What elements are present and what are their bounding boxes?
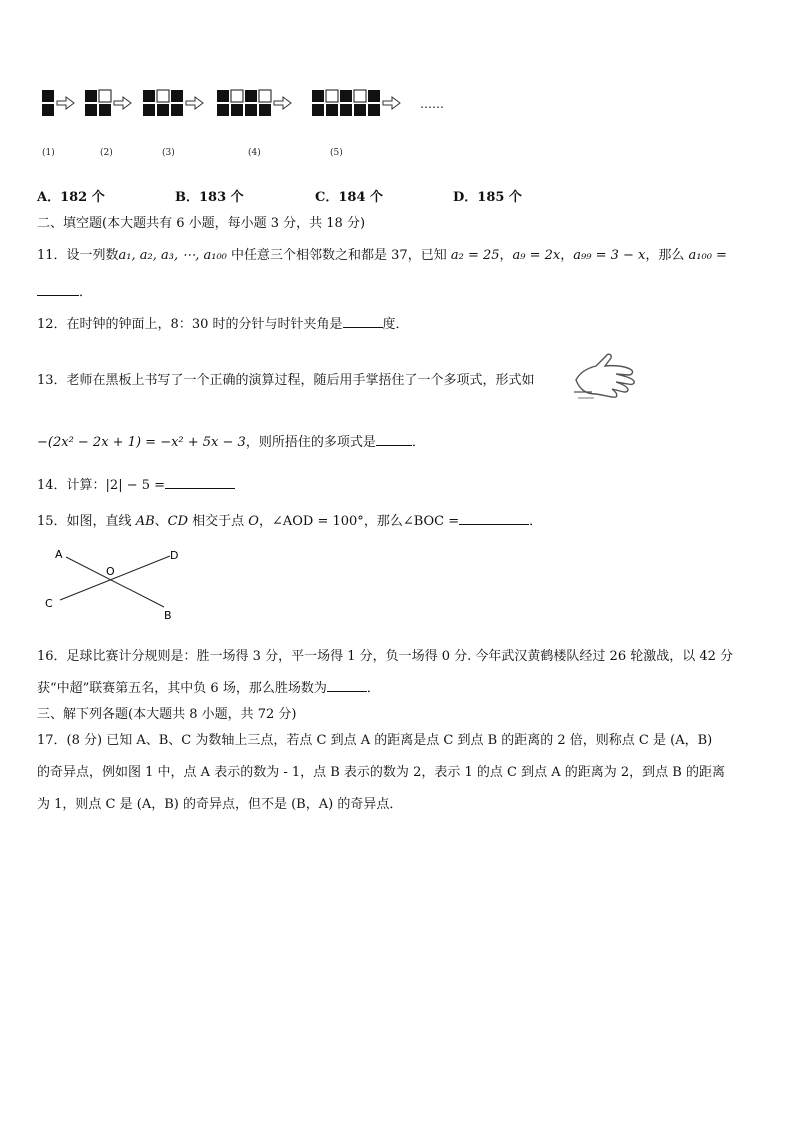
q14-expression: |2| − 5 =: [105, 478, 166, 493]
arrow-icon: [383, 97, 400, 109]
q16-line-2-wrap: [37, 677, 380, 696]
hand-icon: [572, 350, 638, 404]
q11-mid: 中任意三个相邻数之和都是 37，已知: [226, 248, 451, 263]
q12-blank[interactable]: [343, 314, 383, 328]
q15-end: ．: [529, 514, 543, 529]
label-a: A: [55, 548, 63, 561]
pattern-ellipsis: ……: [420, 97, 444, 111]
option-a: A．182 个: [37, 190, 105, 205]
q11-cond-3: a₉₉ = 3 − x: [573, 248, 646, 263]
option-c: C．184 个: [315, 190, 384, 205]
pattern-label-2: (2): [100, 148, 113, 158]
label-c: C: [45, 597, 53, 610]
q17-line-3: 为 1，则点 C 是 (A，B) 的奇异点，但不是 (B，A) 的奇异点．: [37, 797, 403, 812]
pattern-item-2: [85, 90, 111, 116]
q16-end: ．: [366, 681, 380, 696]
q16-line-2: 获“中超”联赛第五名，其中负 6 场，那么胜场数为: [37, 681, 327, 696]
label-b: B: [164, 609, 172, 622]
pattern-figure: [40, 88, 460, 124]
q15-prefix: 15．如图，直线: [37, 514, 136, 529]
q15-blank[interactable]: [459, 511, 529, 525]
q15-point-o: O: [248, 514, 259, 529]
pattern-item-3: [143, 90, 183, 116]
q13-line-1: 13．老师在黑板上书写了一个正确的演算过程，随后用手掌捂住了一个多项式，形式如: [37, 373, 535, 388]
section-3-title: 三、解下列各题(本大题共 8 小题，共 72 分): [37, 707, 297, 722]
option-b: B．183 个: [175, 190, 244, 205]
q11-tail: ，那么: [645, 248, 689, 263]
pattern-label-1: (1): [42, 148, 55, 158]
section-2-title: 二、填空题(本大题共有 6 小题，每小题 3 分，共 18 分): [37, 216, 366, 231]
q13-line-2: ，则所捂住的多项式是: [245, 435, 376, 450]
pattern-label-4: (4): [248, 148, 261, 158]
q11-cond-1: a₂ = 25: [450, 248, 500, 263]
arrow-icon: [186, 97, 203, 109]
question-14: [37, 474, 235, 493]
label-o: O: [106, 565, 115, 578]
q13-end: ．: [411, 435, 425, 450]
q14-blank[interactable]: [165, 475, 235, 489]
question-11: 11．设一列数a₁, a₂, a₃, ⋯, a₁₀₀ 中任意三个相邻数之和都是 37，已知 a₂ = 25，a₉ = 2x，a₉₉ = 3 − x，那么 a₁₀₀ =: [37, 248, 727, 263]
q11-target: a₁₀₀ =: [688, 248, 727, 263]
question-15: [37, 510, 542, 529]
q11-sequence: a₁, a₂, a₃, ⋯, a₁₀₀: [118, 248, 227, 263]
q14-text: 14．计算：: [37, 478, 106, 493]
q17-line-1: 17．(8 分) 已知 A、B、C 为数轴上三点，若点 C 到点 A 的距离是点 C 到点 B 的距离的 2 倍，则称点 C 是 (A，B): [37, 733, 713, 748]
q13-equation: −(2x² − 2x + 1) = −x² + 5x − 3: [37, 435, 246, 450]
arrow-icon: [274, 97, 291, 109]
question-12: [37, 313, 409, 332]
q15-line-cd: CD: [167, 514, 189, 529]
q16-blank[interactable]: [327, 678, 367, 692]
q15-ask: ，那么∠BOC =: [363, 514, 460, 529]
q11-answer-line: [37, 281, 92, 300]
q17-line-2: 的奇异点，例如图 1 中，点 A 表示的数为 - 1，点 B 表示的数为 2，表示 1 的点 C 到点 A 的距离为 2，到点 B 的距离: [37, 765, 725, 780]
q15-sep: 、: [154, 514, 168, 529]
q11-blank[interactable]: [37, 282, 79, 296]
label-d: D: [170, 549, 179, 562]
q12-text: 12．在时钟的钟面上，8：30 时的分针与时针夹角是: [37, 317, 343, 332]
pattern-item-5: [312, 90, 380, 116]
pattern-item-4: [217, 90, 271, 116]
pattern-label-3: (3): [162, 148, 175, 158]
q13-blank[interactable]: [376, 432, 412, 446]
q12-unit: 度．: [382, 317, 409, 332]
q11-cond-2: a₉ = 2x: [512, 248, 561, 263]
pattern-label-5: (5): [330, 148, 343, 158]
option-d: D．185 个: [453, 190, 522, 205]
q16-line-1: 16．足球比赛计分规则是：胜一场得 3 分，平一场得 1 分，负一场得 0 分. 今年武汉黄鹤楼队经过 26 轮激战，以 42 分: [37, 649, 734, 664]
q11-end: ．: [79, 285, 93, 300]
arrow-icon: [114, 97, 131, 109]
question-13-equation: [37, 431, 425, 450]
q15-line-ab: AB: [135, 514, 155, 529]
q15-mid: 相交于点: [188, 514, 249, 529]
intersecting-lines-figure: [40, 544, 190, 624]
q15-condition: ，∠AOD = 100°: [258, 514, 364, 529]
pattern-item-1: [42, 90, 54, 116]
q11-prefix: 11．设一列数: [37, 248, 119, 263]
arrow-icon: [57, 97, 74, 109]
